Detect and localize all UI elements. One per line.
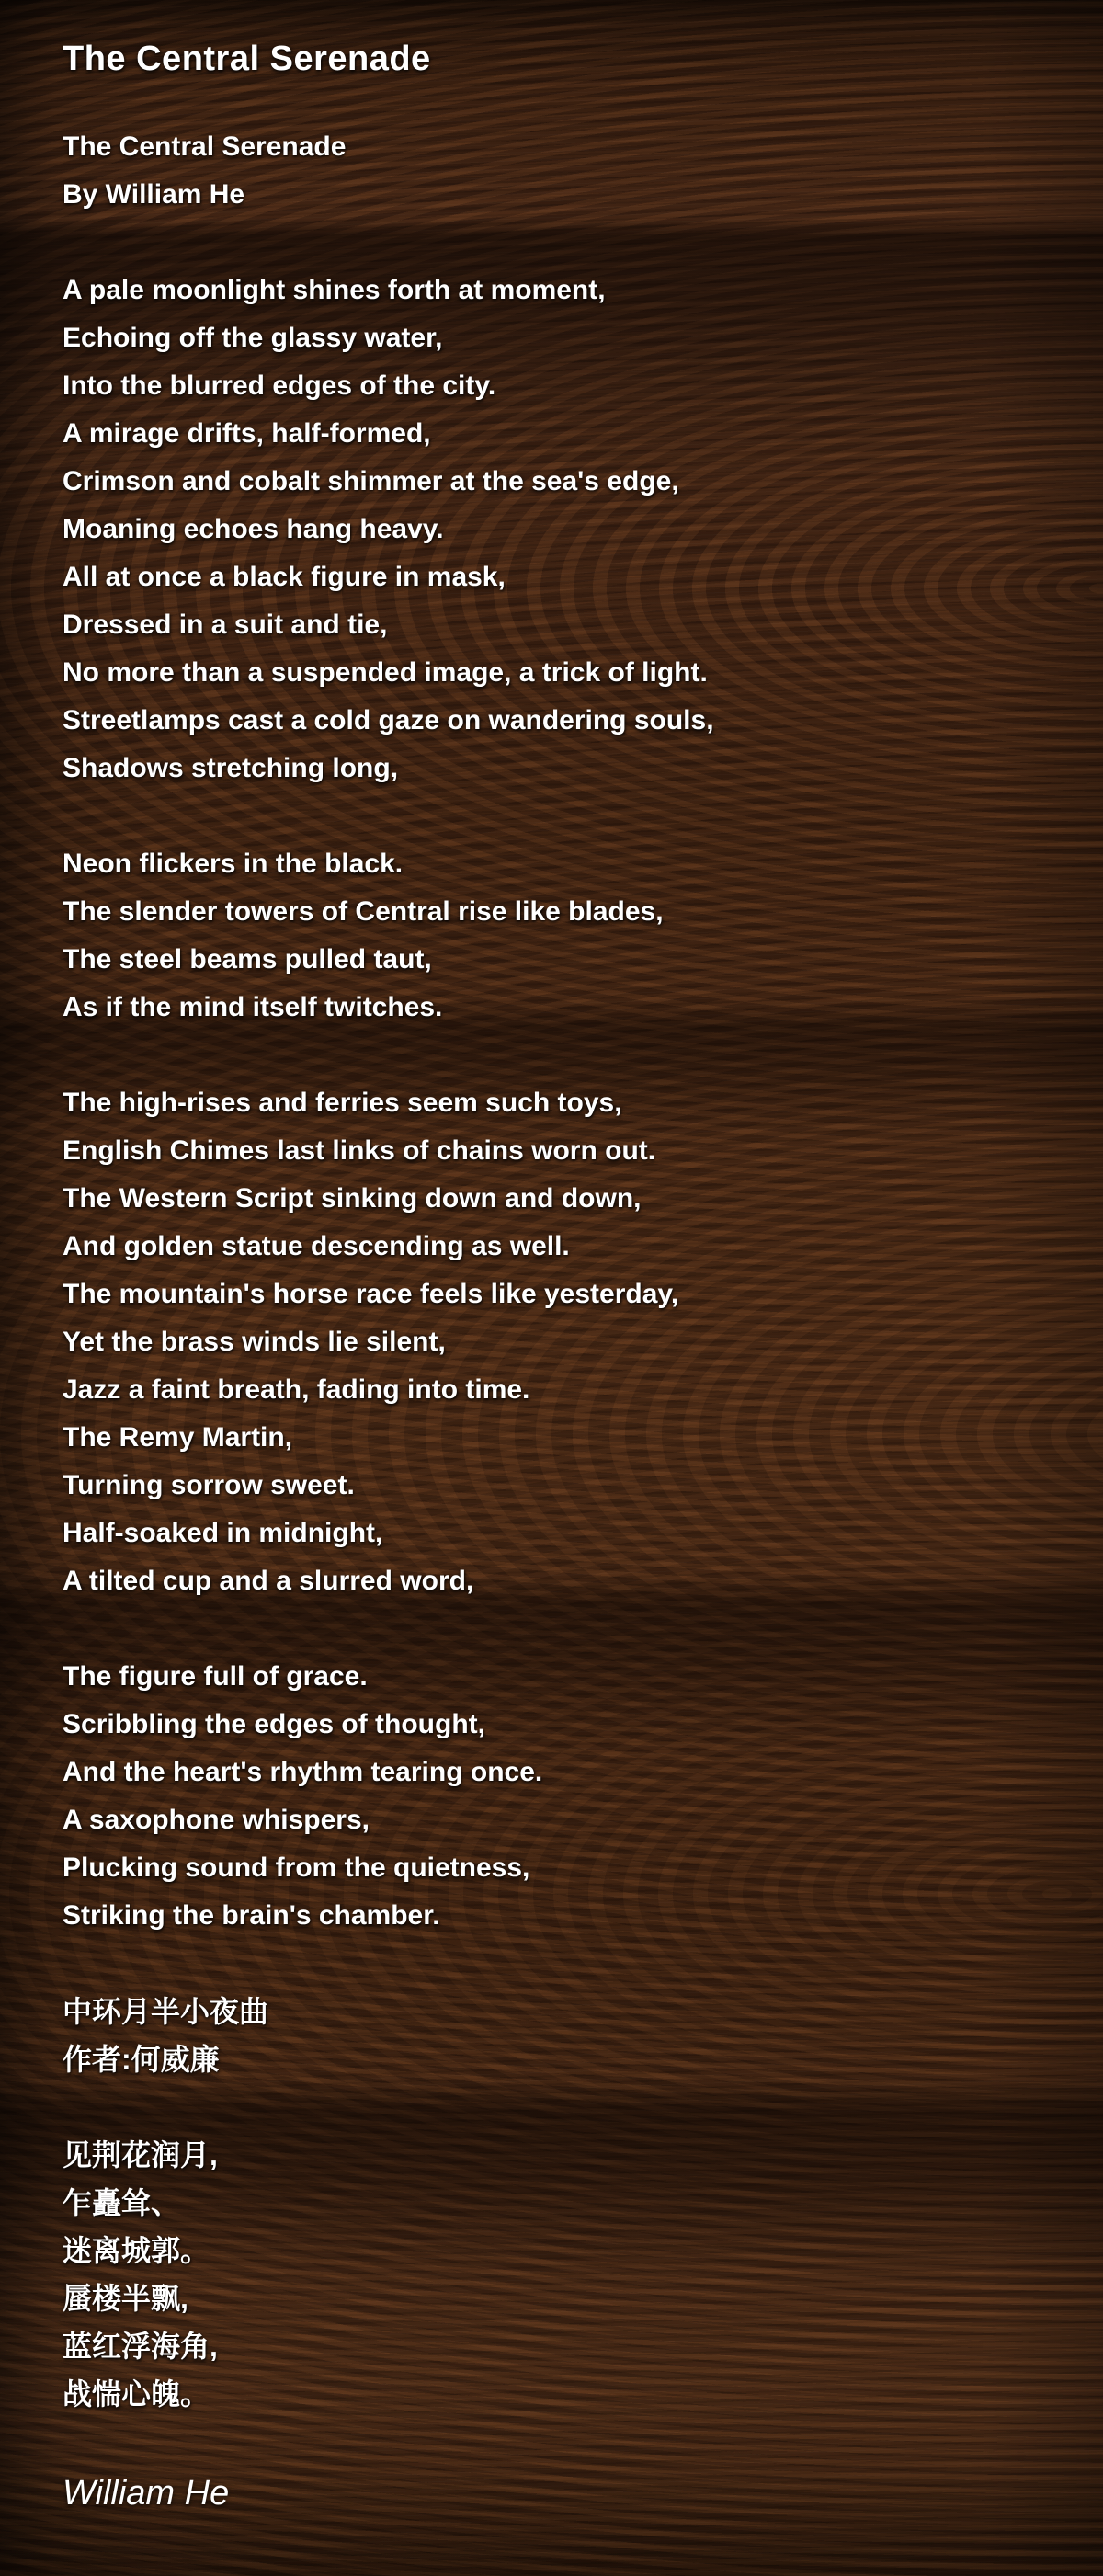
poem-line: 见荆花润月, xyxy=(63,2138,218,2171)
stanza-2 xyxy=(63,840,1066,1032)
poem-line: Into the blurred edges of the city. xyxy=(63,370,496,401)
poem-line: 蓝红浮海角, xyxy=(63,2330,218,2363)
poem-line: 作者:何威廉 xyxy=(63,2043,220,2076)
poem-line: The mountain's horse race feels like yesterday, xyxy=(63,1279,679,1309)
poem-line: The Remy Martin, xyxy=(63,1422,293,1453)
poem-line: The high-rises and ferries seem such toys, xyxy=(63,1088,622,1118)
poem-line: Crimson and cobalt shimmer at the sea's edge, xyxy=(63,466,679,496)
poem-line: And golden statue descending as well. xyxy=(63,1231,570,1261)
page-title: The Central Serenade xyxy=(63,40,431,78)
poem-line: The Western Script sinking down and down, xyxy=(63,1183,642,1214)
poem-line: 乍矗耸、 xyxy=(63,2186,181,2219)
poem-line: Shadows stretching long, xyxy=(63,753,399,783)
poem-line: The figure full of grace. xyxy=(63,1661,368,1692)
poem-header xyxy=(63,123,1066,219)
poem-line: Streetlamps cast a cold gaze on wandering souls, xyxy=(63,705,714,735)
poem-line: Half-soaked in midnight, xyxy=(63,1518,383,1548)
stanza-1 xyxy=(63,267,1066,792)
poem-line: 迷离城郭。 xyxy=(63,2234,210,2267)
poem-line: Scribbling the edges of thought, xyxy=(63,1709,485,1739)
poem-line: A pale moonlight shines forth at moment, xyxy=(63,275,606,305)
chinese-title-block xyxy=(63,1988,1066,2083)
poem-body xyxy=(63,267,1066,2418)
poem-line: Jazz a faint breath, fading into time. xyxy=(63,1374,530,1405)
poem-line: A tilted cup and a slurred word, xyxy=(63,1566,474,1596)
poem-line: English Chimes last links of chains worn out. xyxy=(63,1135,656,1166)
poem-line: Yet the brass winds lie silent, xyxy=(63,1327,446,1357)
poem-line: A saxophone whispers, xyxy=(63,1805,370,1835)
poem-byline: By William He xyxy=(63,179,245,210)
poem-line: All at once a black figure in mask, xyxy=(63,562,506,592)
poem-line: And the heart's rhythm tearing once. xyxy=(63,1757,543,1787)
poem-line: Echoing off the glassy water, xyxy=(63,323,443,353)
stanza-4 xyxy=(63,1653,1066,1940)
stanza-3 xyxy=(63,1079,1066,1605)
poem-line: Neon flickers in the black. xyxy=(63,849,404,879)
poem-line: Striking the brain's chamber. xyxy=(63,1900,440,1931)
poem-line: The slender towers of Central rise like blades, xyxy=(63,896,664,927)
poem-line: A mirage drifts, half-formed, xyxy=(63,418,431,449)
poem-line: No more than a suspended image, a trick of light. xyxy=(63,657,708,688)
poem-line: 中环月半小夜曲 xyxy=(63,1995,269,2028)
poem-line: Turning sorrow sweet. xyxy=(63,1470,355,1500)
poem-line: The steel beams pulled taut, xyxy=(63,944,432,975)
chinese-stanza xyxy=(63,2131,1066,2418)
author-signature: William He xyxy=(63,2474,230,2513)
poem-title: The Central Serenade xyxy=(63,131,347,162)
poem-line: Plucking sound from the quietness, xyxy=(63,1852,530,1883)
poem-line: 蜃楼半飘, xyxy=(63,2282,188,2315)
poem-line: Moaning echoes hang heavy. xyxy=(63,514,444,544)
poem-line: Dressed in a suit and tie, xyxy=(63,610,388,640)
poem-line: As if the mind itself twitches. xyxy=(63,992,443,1022)
poem-line: 战惴心魄。 xyxy=(63,2377,210,2411)
